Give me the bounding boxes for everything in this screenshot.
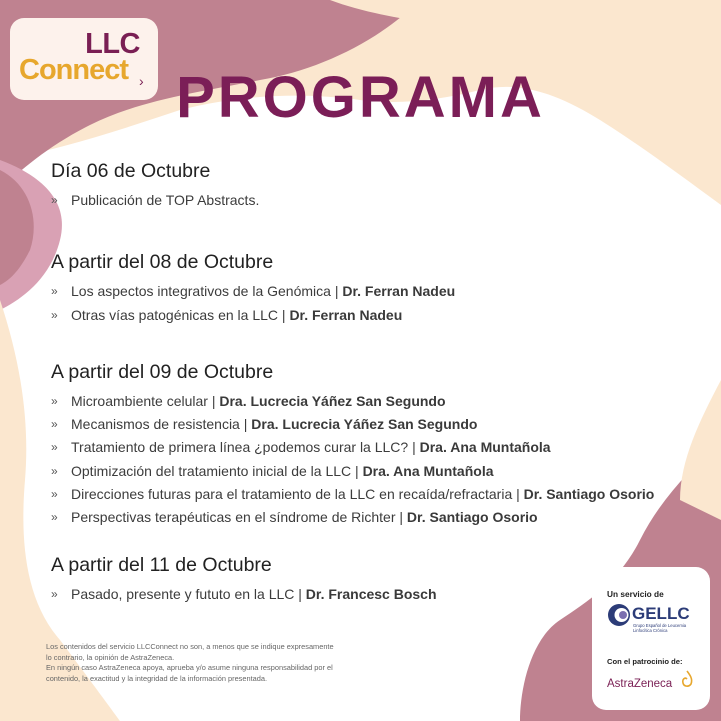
program-item [51, 460, 711, 483]
sponsor-box [592, 567, 710, 710]
item-separator: | [516, 486, 524, 503]
program-item [51, 506, 711, 529]
disclaimer-line: contenido, la exactitud y la integridad de la información presentada. [46, 673, 268, 683]
program-item [51, 413, 711, 436]
item-topic: Otras vías patogénicas en la LLC [71, 306, 279, 323]
item-separator: | [281, 306, 290, 323]
logo-llc-text: LLC [85, 28, 140, 60]
item-separator: | [399, 509, 407, 526]
bullet-icon: » [51, 193, 58, 207]
program-item [51, 436, 711, 459]
bullet-icon: » [51, 586, 58, 601]
program-item [51, 390, 711, 413]
program-section [51, 251, 711, 327]
bullet-icon: » [51, 487, 58, 502]
item-separator: | [412, 439, 420, 456]
item-speaker: Dra. Lucrecia Yáñez San Segundo [219, 392, 446, 409]
item-speaker: Dra. Lucrecia Yáñez San Segundo [251, 416, 478, 433]
item-separator: | [298, 585, 306, 602]
program-item [51, 304, 711, 327]
item-speaker: Dr. Ferran Nadeu [342, 283, 456, 300]
item-topic: Tratamiento de primera línea ¿podemos curar la LLC? [71, 439, 409, 456]
item-topic: Optimización del tratamiento inicial de la LLC [71, 462, 352, 479]
section-heading: Día 06 de Octubre [51, 160, 211, 182]
item-separator: | [334, 283, 343, 300]
item-topic: Microambiente celular [71, 392, 208, 409]
program-item [51, 280, 711, 303]
bullet-icon: » [51, 463, 58, 478]
item-topic: Mecanismos de resistencia [71, 416, 240, 433]
disclaimer-line: En ningún caso AstraZeneca apoya, aprueba y/o asume ninguna responsabilidad por el [46, 663, 333, 672]
item-separator: | [211, 392, 220, 409]
item-separator: | [355, 462, 363, 479]
disclaimer [46, 642, 426, 684]
item-speaker: Dr. Ferran Nadeu [289, 306, 403, 323]
item-separator: | [243, 416, 252, 433]
section-heading: A partir del 08 de Octubre [51, 251, 274, 274]
gellc-name: GELLC [632, 604, 690, 623]
gellc-logo-icon [607, 603, 631, 627]
patronage-label: Con el patrocinio de: [607, 657, 683, 666]
item-topic: Pasado, presente y fututo en la LLC [71, 585, 295, 602]
bullet-icon: » [51, 440, 58, 455]
item-speaker: Dra. Ana Muntañola [419, 439, 551, 456]
service-label: Un servicio de [607, 589, 664, 599]
item-topic: Perspectivas terapéuticas en el síndrome de Richter [71, 509, 396, 526]
item-speaker: Dra. Ana Muntañola [362, 462, 494, 479]
item-topic: Los aspectos integrativos de la Genómica [71, 283, 331, 300]
item-topic: Direcciones futuras para el tratamiento de la LLC en recaída/refractaria [71, 486, 513, 503]
logo-arrow-icon: › [139, 73, 144, 89]
program-section [51, 160, 711, 212]
bullet-icon: » [51, 307, 58, 322]
program-item [51, 483, 711, 506]
page-title: PROGRAMA [176, 65, 545, 130]
gellc-tagline: Grupo Español de Leucemia Linfocítica Crónica [633, 623, 687, 633]
item-speaker: Dr. Santiago Osorio [523, 486, 655, 503]
program-item [51, 189, 711, 212]
program-sections [51, 160, 711, 606]
bullet-icon: » [51, 510, 58, 525]
program-section [51, 361, 711, 530]
astrazeneca-logo-icon [679, 670, 695, 688]
bullet-icon: » [51, 393, 58, 408]
section-heading: A partir del 09 de Octubre [51, 360, 274, 383]
disclaimer-line: lo contrario, la opinión de AstraZeneca. [46, 652, 175, 662]
section-heading: A partir del 11 de Octubre [51, 553, 272, 576]
item-topic: Publicación de TOP Abstracts. [71, 192, 260, 208]
disclaimer-line: Los contenidos del servicio LLCConnect no son, a menos que se indique expresamente [46, 642, 334, 651]
item-speaker: Dr. Francesc Bosch [305, 585, 437, 602]
bullet-icon: » [51, 284, 58, 299]
bullet-icon: » [51, 417, 58, 432]
item-speaker: Dr. Santiago Osorio [406, 509, 538, 526]
astrazeneca-logo-text: AstraZeneca [607, 678, 673, 690]
logo-connect-text: Connect [19, 54, 128, 86]
